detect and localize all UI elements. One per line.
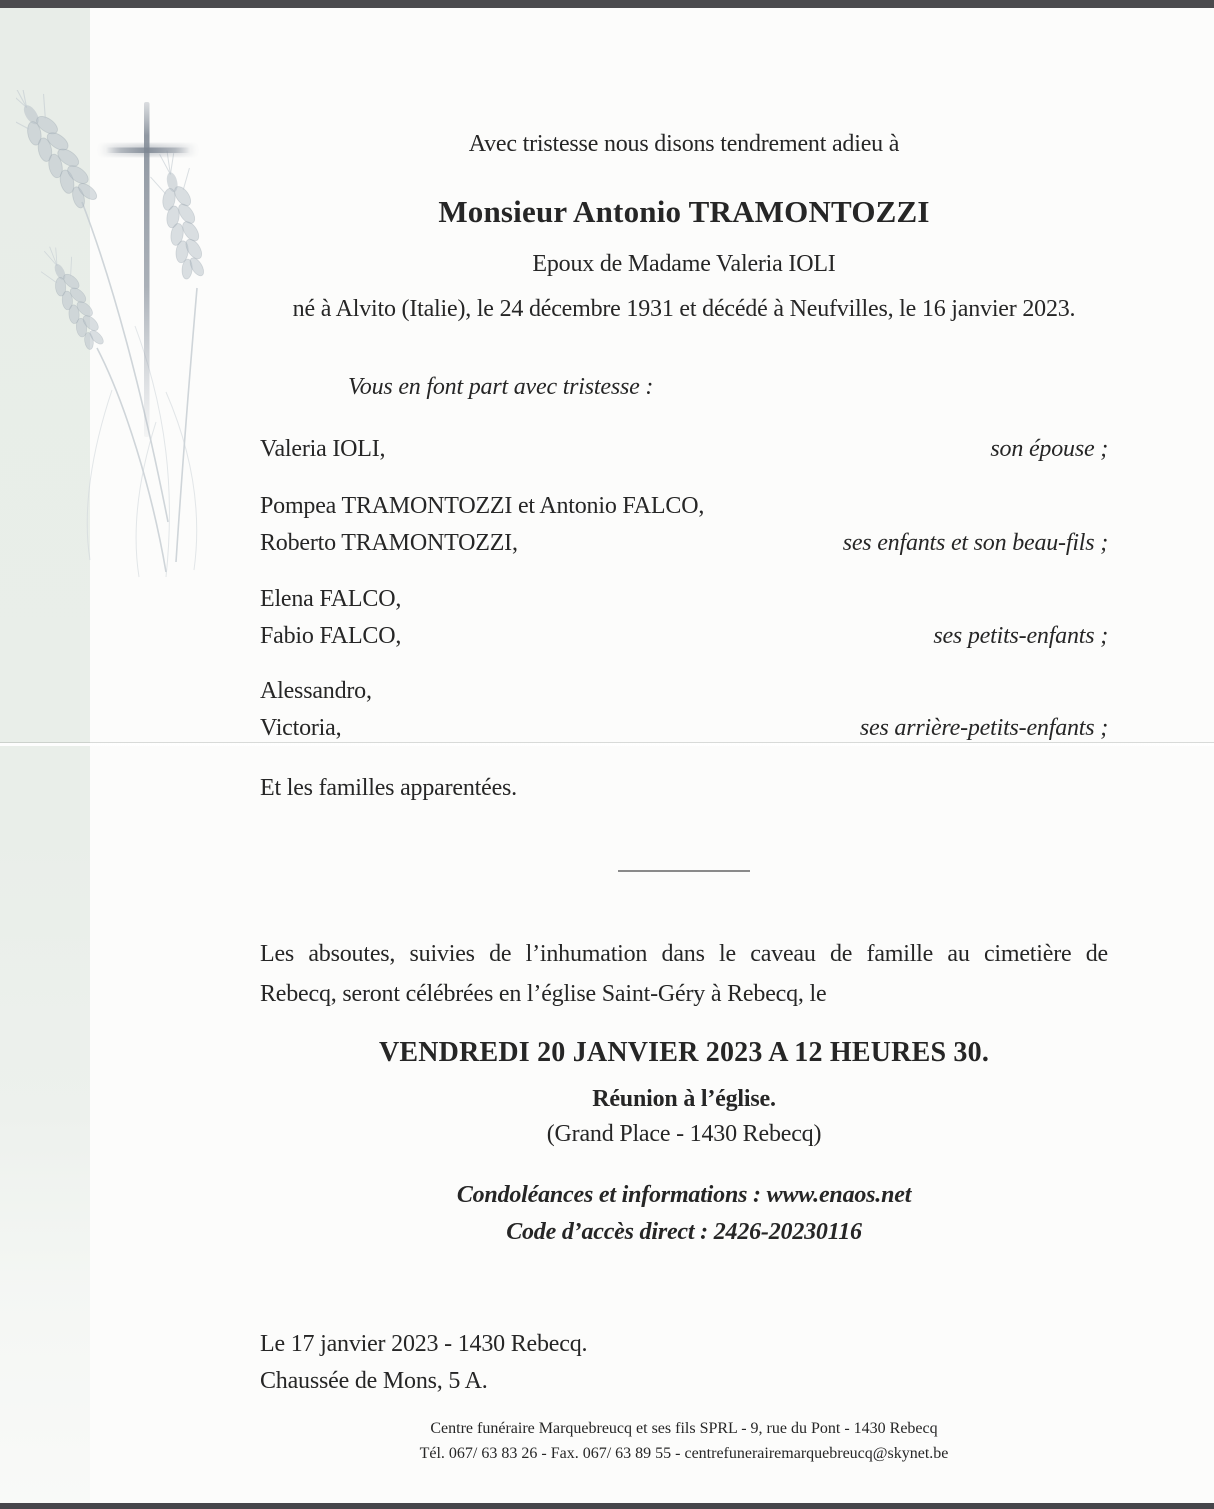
announcement-line: Vous en font part avec tristesse : xyxy=(348,374,654,400)
issue-date-line: Le 17 janvier 2023 - 1430 Rebecq. xyxy=(260,1331,588,1357)
family-row xyxy=(260,581,1108,655)
relation-label: ses petits-enfants ; xyxy=(933,623,1108,649)
family-name-line: Alessandro, xyxy=(260,678,372,704)
family-name-line: Pompea TRAMONTOZZI et Antonio FALCO, xyxy=(260,493,705,519)
family-name-line: Valeria IOLI, xyxy=(260,436,386,462)
family-name-line: Roberto TRAMONTOZZI, xyxy=(260,530,518,556)
ceremony-paragraph xyxy=(260,934,1108,1014)
funeral-home-block xyxy=(260,1416,1108,1466)
funeral-home-line-1: Centre funéraire Marquebreucq et ses fils SPRL - 9, rue du Pont - 1430 Rebecq xyxy=(430,1420,938,1437)
ceremony-paragraph-line: Rebecq, seront célébrées en l’église Saint-Géry à Rebecq, le xyxy=(260,981,827,1007)
cross-and-wheat-watermark xyxy=(16,90,260,595)
family-row xyxy=(260,488,1108,562)
access-code-line: Code d’accès direct : 2426-20230116 xyxy=(506,1219,862,1245)
scan-top-edge xyxy=(0,0,1214,8)
wheat-icon xyxy=(16,90,214,577)
issue-address-line: Chaussée de Mons, 5 A. xyxy=(260,1368,488,1394)
meeting-line: Réunion à l’église. xyxy=(592,1086,776,1112)
intro-line: Avec tristesse nous disons tendrement adieu à xyxy=(468,131,900,157)
family-name-line: Elena FALCO, xyxy=(260,586,402,612)
family-name-line: Victoria, xyxy=(260,715,342,741)
relation-label: ses arrière-petits-enfants ; xyxy=(859,715,1108,741)
birth-death-line: né à Alvito (Italie), le 24 décembre 1931 et décédé à Neufvilles, le 16 janvier 2023. xyxy=(292,296,1076,322)
funeral-home-line-2: Tél. 067/ 63 83 26 - Fax. 067/ 63 89 55 - centrefunerairemarquebreucq@skynet.be xyxy=(419,1445,949,1462)
family-names xyxy=(260,488,704,562)
family-row xyxy=(260,673,1108,747)
meeting-address-line: (Grand Place - 1430 Rebecq) xyxy=(546,1121,822,1147)
related-families-line: Et les familles apparentées. xyxy=(260,775,517,801)
family-row xyxy=(260,431,1108,468)
family-names xyxy=(260,673,372,747)
issue-block xyxy=(260,1326,1108,1400)
condolences-line: Condoléances et informations : www.enaos.net xyxy=(456,1182,912,1208)
family-names xyxy=(260,431,385,468)
deceased-name: Monsieur Antonio TRAMONTOZZI xyxy=(438,194,930,229)
ceremony-paragraph-line: Les absoutes, suivies de l’inhumation dans le caveau de famille au cimetière de xyxy=(260,941,1108,967)
family-names xyxy=(260,581,401,655)
ceremony-datetime: VENDREDI 20 JANVIER 2023 A 12 HEURES 30. xyxy=(378,1037,990,1068)
relation-label: ses enfants et son beau-fils ; xyxy=(842,530,1108,556)
scan-bottom-edge xyxy=(0,1503,1214,1509)
family-name-line: Fabio FALCO, xyxy=(260,623,402,649)
relation-label: son épouse ; xyxy=(990,436,1108,462)
section-divider xyxy=(618,870,750,872)
spouse-line: Epoux de Madame Valeria IOLI xyxy=(532,251,836,277)
